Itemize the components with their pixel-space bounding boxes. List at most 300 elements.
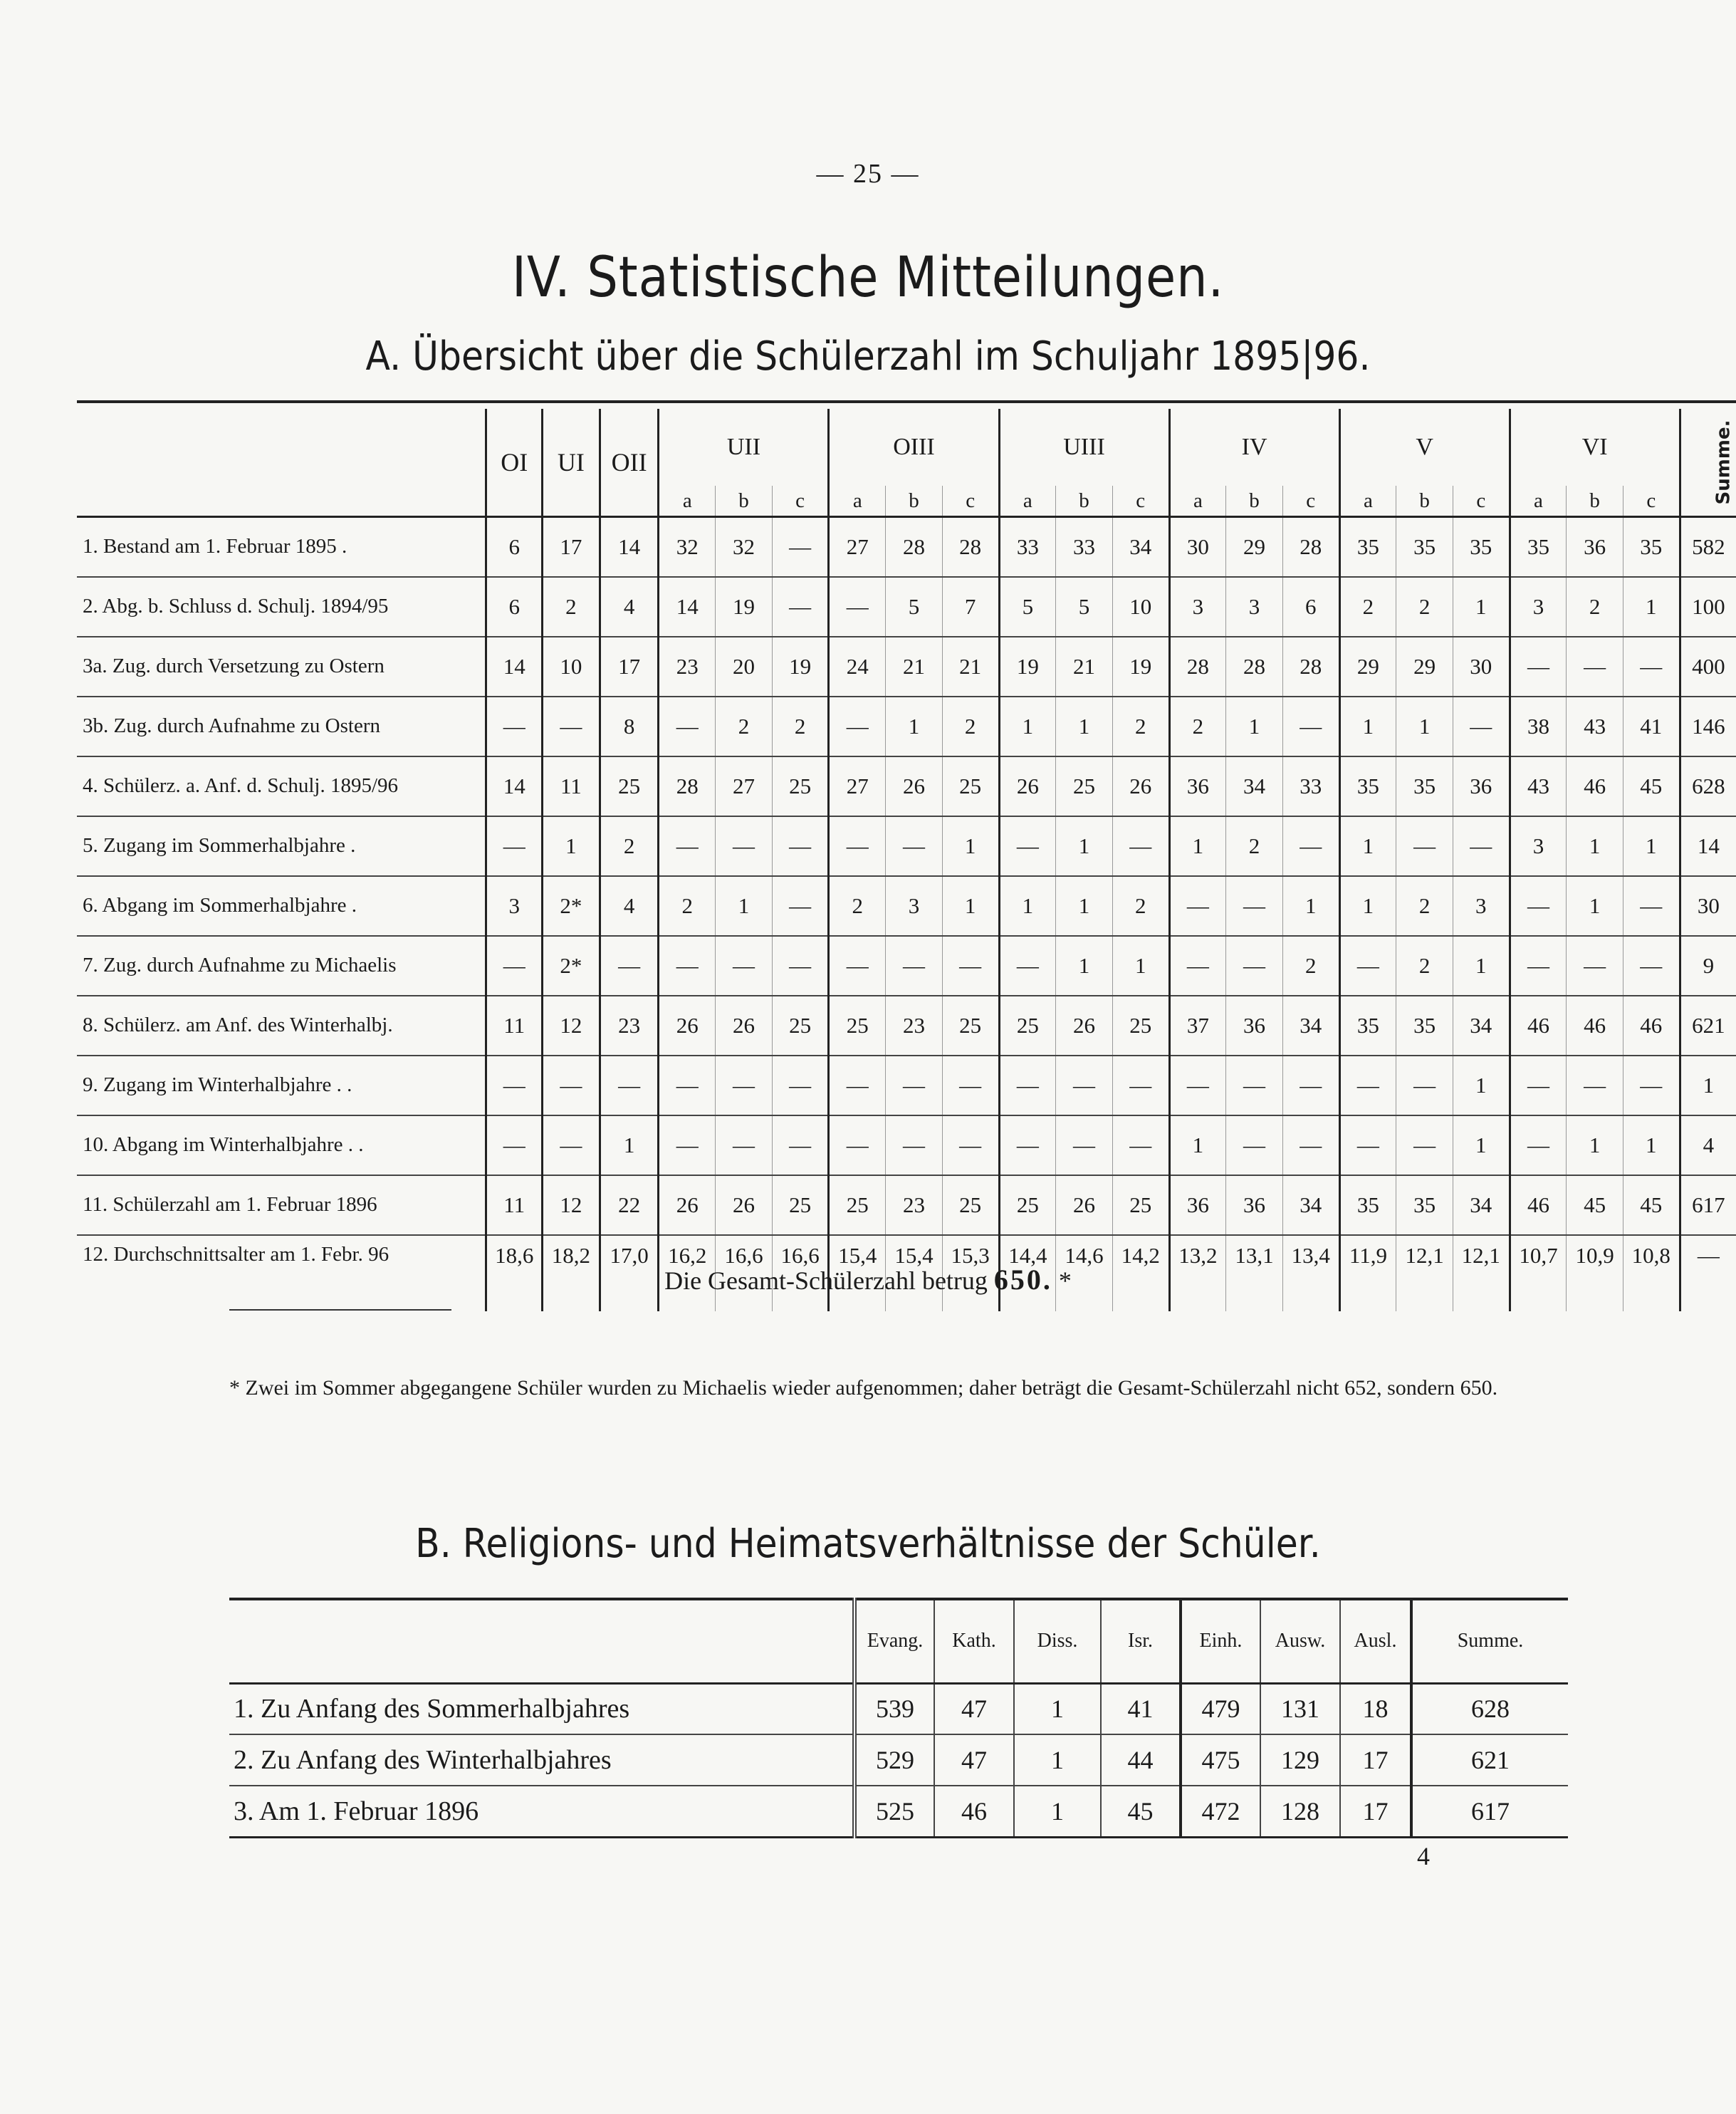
table-cell: 1 <box>1623 1115 1680 1175</box>
table-cell: 2 <box>1396 936 1453 996</box>
table-cell: — <box>659 816 716 876</box>
table-cell: 617 <box>1680 1175 1736 1235</box>
table-cell: 46 <box>1567 996 1623 1056</box>
table-cell: — <box>999 816 1056 876</box>
table-cell: — <box>1623 1056 1680 1115</box>
table-cell: — <box>600 936 659 996</box>
table-cell: 8 <box>600 697 659 756</box>
table-cell: 47 <box>934 1734 1014 1786</box>
table-cell: 131 <box>1260 1683 1340 1734</box>
table-cell: 29 <box>1339 637 1396 697</box>
table-cell: — <box>942 936 999 996</box>
table-cell: 17 <box>1340 1786 1411 1837</box>
sub-header-c: c <box>1623 486 1680 517</box>
table-cell: 1 <box>543 816 600 876</box>
row-label: 11. Schülerzahl am 1. Februar 1896 <box>77 1175 486 1235</box>
table-cell: 17 <box>1340 1734 1411 1786</box>
total-number: 650. <box>993 1264 1052 1296</box>
table-cell: 27 <box>829 756 886 816</box>
table-cell: 26 <box>1056 996 1113 1056</box>
table-cell: — <box>886 1115 943 1175</box>
row-label: 3a. Zug. durch Versetzung zu Ostern <box>77 637 486 697</box>
table-cell: 22 <box>600 1175 659 1235</box>
footnote-rule <box>229 1309 451 1311</box>
table-cell: 146 <box>1680 697 1736 756</box>
table-row <box>77 1175 1736 1235</box>
row-label: 3b. Zug. durch Aufnahme zu Ostern <box>77 697 486 756</box>
table-cell: 25 <box>942 996 999 1056</box>
table-cell: 13,2 <box>1169 1235 1226 1311</box>
table-cell: 16,6 <box>772 1235 829 1311</box>
table-cell: 18 <box>1340 1683 1411 1734</box>
table-cell: — <box>942 1056 999 1115</box>
table-cell: — <box>543 1056 600 1115</box>
table-cell: 2 <box>1396 577 1453 637</box>
table-cell: 628 <box>1411 1683 1568 1734</box>
table-row <box>77 697 1736 756</box>
table-cell: 3 <box>886 876 943 936</box>
table-cell: — <box>1169 936 1226 996</box>
table-cell: — <box>1510 1056 1567 1115</box>
table-cell: 30 <box>1169 517 1226 577</box>
table-cell: 29 <box>1226 517 1283 577</box>
table-cell: — <box>1623 876 1680 936</box>
table-cell: 26 <box>659 1175 716 1235</box>
main-title: IV. Statistische Mitteilungen. <box>511 246 1225 310</box>
table-cell: — <box>772 577 829 637</box>
table-cell: 1 <box>1623 577 1680 637</box>
table-row <box>229 1786 1568 1837</box>
stub-header <box>77 409 486 517</box>
table-cell: 628 <box>1680 756 1736 816</box>
table-cell: 19 <box>1112 637 1169 697</box>
table-cell: 10,9 <box>1567 1235 1623 1311</box>
table-cell: 28 <box>659 756 716 816</box>
table-cell: 1 <box>1339 816 1396 876</box>
table-cell: 3 <box>1453 876 1510 936</box>
table-cell: — <box>1226 1115 1283 1175</box>
table-cell: 25 <box>1056 756 1113 816</box>
group-header-oii: OII <box>600 409 659 517</box>
table-cell: 35 <box>1396 517 1453 577</box>
footnote: * Zwei im Sommer abgegangene Schüler wurden zu Michaelis wieder aufgenommen; daher beträgt die Gesamt-Schülerzahl nicht 652, sondern 650. <box>229 1376 1498 1400</box>
table-cell: 12 <box>543 1175 600 1235</box>
table-cell: 525 <box>854 1786 934 1837</box>
sub-header-b: b <box>716 486 773 517</box>
row-label: 6. Abgang im Sommerhalbjahre . <box>77 876 486 936</box>
table-cell: 45 <box>1567 1175 1623 1235</box>
table-cell: — <box>1510 1115 1567 1175</box>
table-cell: 17 <box>600 637 659 697</box>
table-cell: 34 <box>1453 1175 1510 1235</box>
sub-header-a: a <box>1169 486 1226 517</box>
table-cell: — <box>716 1056 773 1115</box>
group-header-oiii: OIII <box>829 409 999 486</box>
table-row <box>77 756 1736 816</box>
row-label: 3. Am 1. Februar 1896 <box>229 1786 854 1837</box>
table-cell: 34 <box>1112 517 1169 577</box>
religion-stub-header <box>229 1599 854 1683</box>
table-cell: 11,9 <box>1339 1235 1396 1311</box>
table-cell: 21 <box>942 637 999 697</box>
table-cell: 36 <box>1226 1175 1283 1235</box>
sub-header-a: a <box>829 486 886 517</box>
table-cell: 15,3 <box>942 1235 999 1311</box>
table-cell: 26 <box>716 996 773 1056</box>
religion-column-header: Ausl. <box>1340 1599 1411 1683</box>
table-cell: 2 <box>1396 876 1453 936</box>
table-cell: 475 <box>1181 1734 1260 1786</box>
table-cell: 28 <box>942 517 999 577</box>
table-row <box>77 517 1736 577</box>
table-cell: 33 <box>1282 756 1339 816</box>
table-cell: 28 <box>1226 637 1283 697</box>
table-cell: 34 <box>1453 996 1510 1056</box>
table-cell: 2 <box>1112 876 1169 936</box>
group-header-oi: OI <box>486 409 543 517</box>
table-cell: — <box>829 577 886 637</box>
table-cell: — <box>1453 816 1510 876</box>
table-cell: 2 <box>659 876 716 936</box>
sub-header-a: a <box>1339 486 1396 517</box>
table-cell: 14,6 <box>1056 1235 1113 1311</box>
table-cell: — <box>1623 637 1680 697</box>
table-cell: 33 <box>999 517 1056 577</box>
table-cell: — <box>716 936 773 996</box>
table-cell: 35 <box>1623 517 1680 577</box>
table-cell: — <box>1282 697 1339 756</box>
table-row <box>77 816 1736 876</box>
table-cell: — <box>886 816 943 876</box>
table-cell: 35 <box>1453 517 1510 577</box>
sub-header-a: a <box>999 486 1056 517</box>
table-row <box>77 996 1736 1056</box>
table-cell: 25 <box>942 756 999 816</box>
table-cell: 26 <box>1112 756 1169 816</box>
table-cell: 36 <box>1226 996 1283 1056</box>
table-cell: — <box>659 697 716 756</box>
table-cell: 1 <box>1056 816 1113 876</box>
table-cell: 1 <box>1169 816 1226 876</box>
table-cell: 19 <box>772 637 829 697</box>
table-cell: 2 <box>600 816 659 876</box>
table-cell: 43 <box>1567 697 1623 756</box>
table-cell: 1 <box>1453 936 1510 996</box>
table-cell: 25 <box>999 996 1056 1056</box>
table-cell: — <box>486 697 543 756</box>
table-cell: 2 <box>1567 577 1623 637</box>
table-cell: 13,4 <box>1282 1235 1339 1311</box>
table-cell: 1 <box>1567 876 1623 936</box>
table-cell: 45 <box>1623 756 1680 816</box>
table-row <box>77 577 1736 637</box>
table-cell: 25 <box>772 756 829 816</box>
table-cell: 30 <box>1680 876 1736 936</box>
table-cell: 23 <box>600 996 659 1056</box>
table-cell: 21 <box>886 637 943 697</box>
total-mark: * <box>1058 1266 1072 1295</box>
summe-header-label: Summe. <box>1713 420 1735 505</box>
group-header-uiii: UIII <box>999 409 1169 486</box>
table-row <box>229 1734 1568 1786</box>
table-cell: 1 <box>1623 816 1680 876</box>
table-cell: 29 <box>1396 637 1453 697</box>
table-cell: — <box>1282 1115 1339 1175</box>
table-cell: — <box>659 1115 716 1175</box>
row-label: 1. Zu Anfang des Sommerhalbjahres <box>234 1694 630 1724</box>
table-cell: 12,1 <box>1453 1235 1510 1311</box>
table-cell: 26 <box>999 756 1056 816</box>
sub-header-c: c <box>1453 486 1510 517</box>
table-cell: 2 <box>829 876 886 936</box>
table-cell: — <box>1339 1115 1396 1175</box>
table-cell: — <box>659 936 716 996</box>
row-label: 5. Zugang im Sommerhalbjahre . <box>77 816 486 876</box>
table-cell: 129 <box>1260 1734 1340 1786</box>
table-cell: 1 <box>942 816 999 876</box>
table-cell: — <box>1396 816 1453 876</box>
table-cell: — <box>772 1056 829 1115</box>
row-label: 10. Abgang im Winterhalbjahre . . <box>77 1115 486 1175</box>
table-row <box>77 1115 1736 1175</box>
table-cell: — <box>486 1115 543 1175</box>
table-cell: — <box>1169 876 1226 936</box>
table-cell: 28 <box>1282 517 1339 577</box>
table-cell: 35 <box>1339 1175 1396 1235</box>
table-cell: — <box>1112 1056 1169 1115</box>
religion-column-header: Diss. <box>1014 1599 1101 1683</box>
row-label: 2. Abg. b. Schluss d. Schulj. 1894/95 <box>77 577 486 637</box>
table-cell: 21 <box>1056 637 1113 697</box>
row-label: 9. Zugang im Winterhalbjahre . . <box>77 1056 486 1115</box>
table-cell: 34 <box>1282 996 1339 1056</box>
section-b-title: B. Religions- und Heimatsverhältnisse der Schüler. <box>415 1521 1321 1567</box>
table-cell: 16,6 <box>716 1235 773 1311</box>
table-cell: 1 <box>1014 1786 1101 1837</box>
table-cell: 1 <box>1339 697 1396 756</box>
table-cell: — <box>1510 936 1567 996</box>
table-cell: 7 <box>942 577 999 637</box>
table-cell: 2* <box>543 876 600 936</box>
table-cell: 38 <box>1510 697 1567 756</box>
table-cell: 2 <box>1226 816 1283 876</box>
table-cell: 14,4 <box>999 1235 1056 1311</box>
table-cell: — <box>600 1056 659 1115</box>
table-cell: 27 <box>829 517 886 577</box>
table-cell: 5 <box>999 577 1056 637</box>
table-cell: — <box>772 936 829 996</box>
table-cell: 17,0 <box>600 1235 659 1311</box>
table-cell: — <box>886 936 943 996</box>
table-cell: 1 <box>1453 577 1510 637</box>
table-cell: 28 <box>1169 637 1226 697</box>
table-cell: 1 <box>1339 876 1396 936</box>
table-cell: — <box>1056 1115 1113 1175</box>
table-cell: 25 <box>1112 1175 1169 1235</box>
table-cell: 27 <box>716 756 773 816</box>
table-row <box>229 1683 1568 1734</box>
table-cell: 23 <box>659 637 716 697</box>
table-cell: — <box>1567 637 1623 697</box>
table-cell: 41 <box>1101 1683 1181 1734</box>
table-cell: 25 <box>772 1175 829 1235</box>
table-cell: 1 <box>1453 1056 1510 1115</box>
top-rule <box>77 400 1736 403</box>
table-cell: 1 <box>942 876 999 936</box>
table-cell: 43 <box>1510 756 1567 816</box>
table-cell: — <box>772 816 829 876</box>
table-cell: — <box>486 936 543 996</box>
table-cell: 35 <box>1339 517 1396 577</box>
total-line <box>0 1263 1736 1296</box>
group-header-uii: UII <box>659 409 829 486</box>
table-cell: 1 <box>1453 1115 1510 1175</box>
table-cell: 14 <box>600 517 659 577</box>
table-cell: — <box>772 517 829 577</box>
table-cell: — <box>829 1115 886 1175</box>
table-cell: 10 <box>1112 577 1169 637</box>
table-cell: 32 <box>659 517 716 577</box>
table-cell: 25 <box>600 756 659 816</box>
summe-header <box>1680 409 1736 517</box>
table-cell: 1 <box>600 1115 659 1175</box>
table-cell: 14 <box>486 637 543 697</box>
table-cell: 1 <box>1112 936 1169 996</box>
table-cell: 539 <box>854 1683 934 1734</box>
table-cell: 30 <box>1453 637 1510 697</box>
table-cell: 46 <box>1567 756 1623 816</box>
table-cell: — <box>829 1056 886 1115</box>
table-cell: 23 <box>886 996 943 1056</box>
table-cell: 100 <box>1680 577 1736 637</box>
table-cell: — <box>1169 1056 1226 1115</box>
table-cell: 35 <box>1396 996 1453 1056</box>
table-cell: — <box>543 1115 600 1175</box>
table-cell: 19 <box>999 637 1056 697</box>
table-cell: — <box>829 936 886 996</box>
table-cell: 35 <box>1339 756 1396 816</box>
table-cell: — <box>1112 816 1169 876</box>
sub-header-a: a <box>659 486 716 517</box>
table-cell: 3 <box>1510 577 1567 637</box>
table-cell: 26 <box>716 1175 773 1235</box>
table-cell: 2* <box>543 936 600 996</box>
table-row <box>77 876 1736 936</box>
group-header-iv: IV <box>1169 409 1339 486</box>
table-cell: 36 <box>1169 1175 1226 1235</box>
table-cell: 1 <box>1282 876 1339 936</box>
table-cell: — <box>659 1056 716 1115</box>
section-a-title: A. Übersicht über die Schülerzahl im Schuljahr 1895|96. <box>365 333 1371 380</box>
table-cell: — <box>999 1056 1056 1115</box>
table-cell: — <box>1567 1056 1623 1115</box>
sub-header-b: b <box>1226 486 1283 517</box>
table-cell: 2 <box>772 697 829 756</box>
table-cell: 46 <box>934 1786 1014 1837</box>
table-cell: — <box>1226 1056 1283 1115</box>
table-cell: 46 <box>1510 1175 1567 1235</box>
table-cell: 12 <box>543 996 600 1056</box>
table-cell: 11 <box>486 996 543 1056</box>
table-cell: — <box>999 1115 1056 1175</box>
table-cell: 46 <box>1510 996 1567 1056</box>
table-cell: 472 <box>1181 1786 1260 1837</box>
table-cell: 1 <box>1169 1115 1226 1175</box>
table-cell: 11 <box>486 1175 543 1235</box>
table-cell: — <box>1396 1115 1453 1175</box>
group-header-ui: UI <box>543 409 600 517</box>
table-cell: 32 <box>716 517 773 577</box>
table-cell: — <box>716 816 773 876</box>
table-cell: 2 <box>1169 697 1226 756</box>
table-cell: 25 <box>829 996 886 1056</box>
sub-header-b: b <box>1567 486 1623 517</box>
row-label: 4. Schülerz. a. Anf. d. Schulj. 1895/96 <box>77 756 486 816</box>
table-cell: 36 <box>1453 756 1510 816</box>
table-cell: 14 <box>1680 816 1736 876</box>
sub-header-b: b <box>886 486 943 517</box>
table-cell: 28 <box>1282 637 1339 697</box>
page-number: — 25 — <box>816 159 920 189</box>
table-cell: 1 <box>1396 697 1453 756</box>
table-cell: 15,4 <box>829 1235 886 1311</box>
table-cell: 33 <box>1056 517 1113 577</box>
table-row <box>77 936 1736 996</box>
table-cell: 37 <box>1169 996 1226 1056</box>
sub-header-c: c <box>1112 486 1169 517</box>
table-cell: 25 <box>1112 996 1169 1056</box>
table-cell: 26 <box>659 996 716 1056</box>
signature-mark: 4 <box>1417 1842 1430 1870</box>
table-cell: — <box>942 1115 999 1175</box>
table-cell: 1 <box>1567 816 1623 876</box>
table-cell: 9 <box>1680 936 1736 996</box>
table-cell: — <box>1453 697 1510 756</box>
table-cell: 1 <box>1567 1115 1623 1175</box>
table-cell: — <box>486 1056 543 1115</box>
table-cell: 2 <box>1339 577 1396 637</box>
religion-column-header: Evang. <box>854 1599 934 1683</box>
table-cell: 25 <box>942 1175 999 1235</box>
table-cell: 41 <box>1623 697 1680 756</box>
table-cell: 26 <box>1056 1175 1113 1235</box>
row-label: 2. Zu Anfang des Winterhalbjahres <box>229 1734 854 1786</box>
table-cell: 35 <box>1510 517 1567 577</box>
table-cell: 10,7 <box>1510 1235 1567 1311</box>
table-cell: — <box>543 697 600 756</box>
table-cell: — <box>829 697 886 756</box>
table-cell: 1 <box>716 876 773 936</box>
table-cell: 479 <box>1181 1683 1260 1734</box>
table-cell: — <box>1396 1056 1453 1115</box>
table-cell: 13,1 <box>1226 1235 1283 1311</box>
religion-column-header: Summe. <box>1411 1599 1568 1683</box>
table-cell: 45 <box>1101 1786 1181 1837</box>
table-cell: 46 <box>1623 996 1680 1056</box>
table-cell: 14 <box>486 756 543 816</box>
table-cell: 36 <box>1567 517 1623 577</box>
table-cell: 128 <box>1260 1786 1340 1837</box>
table-cell: 6 <box>486 517 543 577</box>
table-cell: 1 <box>886 697 943 756</box>
table-cell: 17 <box>543 517 600 577</box>
table-cell: 1 <box>999 876 1056 936</box>
table-cell: 2 <box>543 577 600 637</box>
sub-header-a: a <box>1510 486 1567 517</box>
table-cell: 18,2 <box>543 1235 600 1311</box>
table-cell: 19 <box>716 577 773 637</box>
table-cell: 400 <box>1680 637 1736 697</box>
